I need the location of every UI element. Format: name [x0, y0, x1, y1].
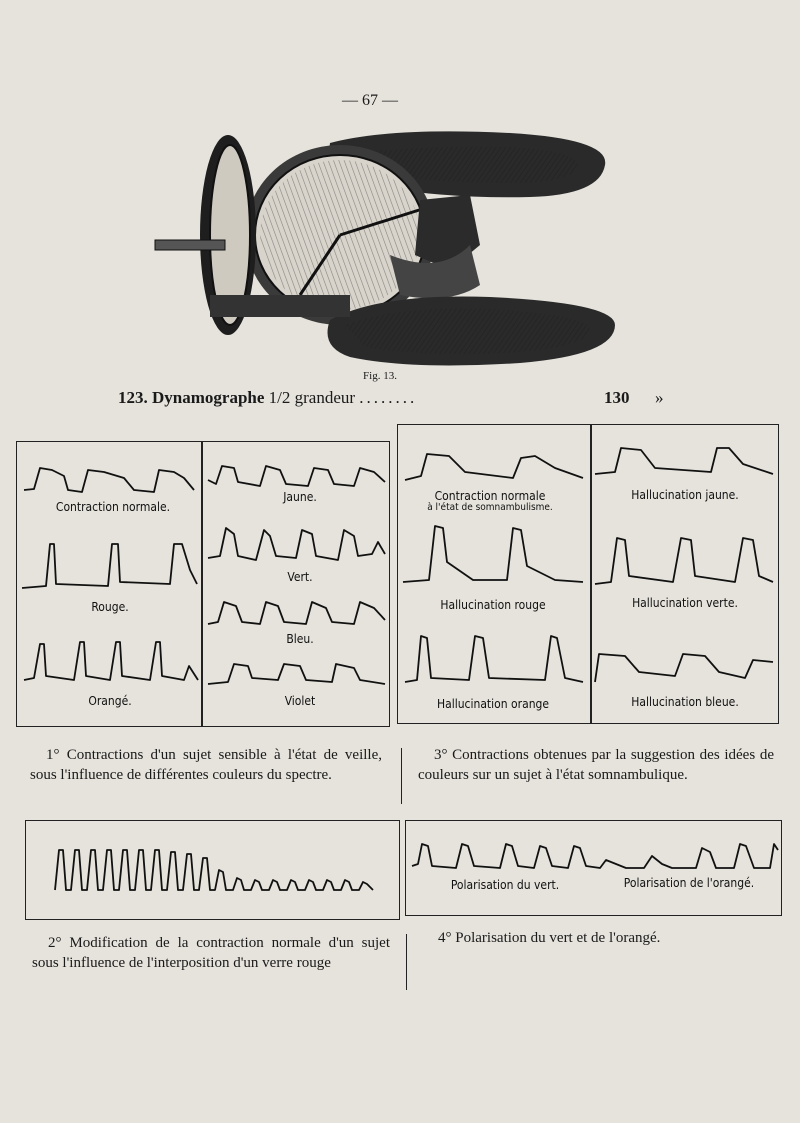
trace-orange	[24, 636, 200, 688]
page-number: — 67 —	[342, 92, 398, 109]
caption-panel-2: 2° Modification de la contraction normale d'un sujet sous l'influence de l'interposition d'un verre rouge	[32, 935, 390, 971]
trace-hallucination-orange	[405, 632, 585, 688]
label-hallucination-rouge: Hallucination rouge	[440, 598, 546, 612]
label-hallucination-orange: Hallucination orange	[436, 697, 550, 711]
trace-verre-rouge	[55, 846, 375, 896]
caption-separator-2	[406, 934, 407, 990]
label-polarisation-vert: Polarisation du vert.	[450, 878, 560, 892]
label-vert: Vert.	[287, 570, 313, 584]
label-contraction-somnambulisme-1: Contraction normale	[434, 489, 546, 503]
label-jaune: Jaune.	[283, 490, 317, 504]
entry-size: 1/2 grandeur	[268, 388, 356, 407]
label-hallucination-verte: Hallucination verte.	[632, 596, 738, 610]
trace-vert	[208, 524, 386, 566]
label-contraction-somnambulisme-2: à l'état de somnambulisme.	[427, 502, 553, 513]
entry-price-mark: »	[655, 388, 664, 407]
panel-3-divider	[590, 424, 592, 724]
entry-dots: ........	[359, 388, 418, 407]
label-contraction-normale: Contraction normale.	[55, 500, 171, 514]
caption-separator-1	[401, 748, 402, 804]
caption-panel-1: 1° Contractions d'un sujet sensible à l'état de veille, sous l'influence de différentes couleurs du spectre.	[30, 747, 382, 783]
trace-hallucination-verte	[595, 532, 775, 590]
label-hallucination-bleue: Hallucination bleue.	[631, 695, 739, 709]
trace-contraction-somnambulisme	[405, 450, 585, 488]
caption-panel-3: 3° Contractions obtenues par la suggestion des idées de couleurs sur un sujet à l'état somnambulique.	[418, 747, 774, 783]
entry-name: Dynamographe	[152, 388, 265, 407]
label-bleu: Bleu.	[286, 632, 314, 646]
label-polarisation-orange: Polarisation de l'orangé.	[623, 876, 755, 890]
label-orange: Orangé.	[88, 694, 132, 708]
trace-violet	[208, 658, 386, 690]
label-hallucination-jaune: Hallucination jaune.	[631, 488, 739, 502]
trace-hallucination-bleue	[595, 644, 775, 688]
caption-panel-4: 4° Polarisation du vert et de l'orangé.	[438, 930, 661, 946]
panel-1-divider	[201, 441, 203, 727]
trace-hallucination-rouge	[403, 522, 585, 592]
trace-contraction-normale	[24, 462, 196, 497]
trace-jaune	[208, 460, 386, 492]
trace-hallucination-jaune	[595, 440, 775, 480]
entry-number: 123.	[118, 388, 148, 407]
figure-caption: Fig. 13.	[363, 370, 397, 382]
catalog-entry	[118, 388, 678, 414]
label-rouge: Rouge.	[91, 600, 129, 614]
trace-rouge	[22, 540, 198, 592]
entry-price: 130	[604, 388, 630, 407]
label-violet: Violet	[284, 694, 316, 708]
trace-bleu	[208, 596, 386, 628]
trace-polarisation	[412, 838, 778, 878]
dynamograph-engraving-icon	[150, 125, 630, 375]
